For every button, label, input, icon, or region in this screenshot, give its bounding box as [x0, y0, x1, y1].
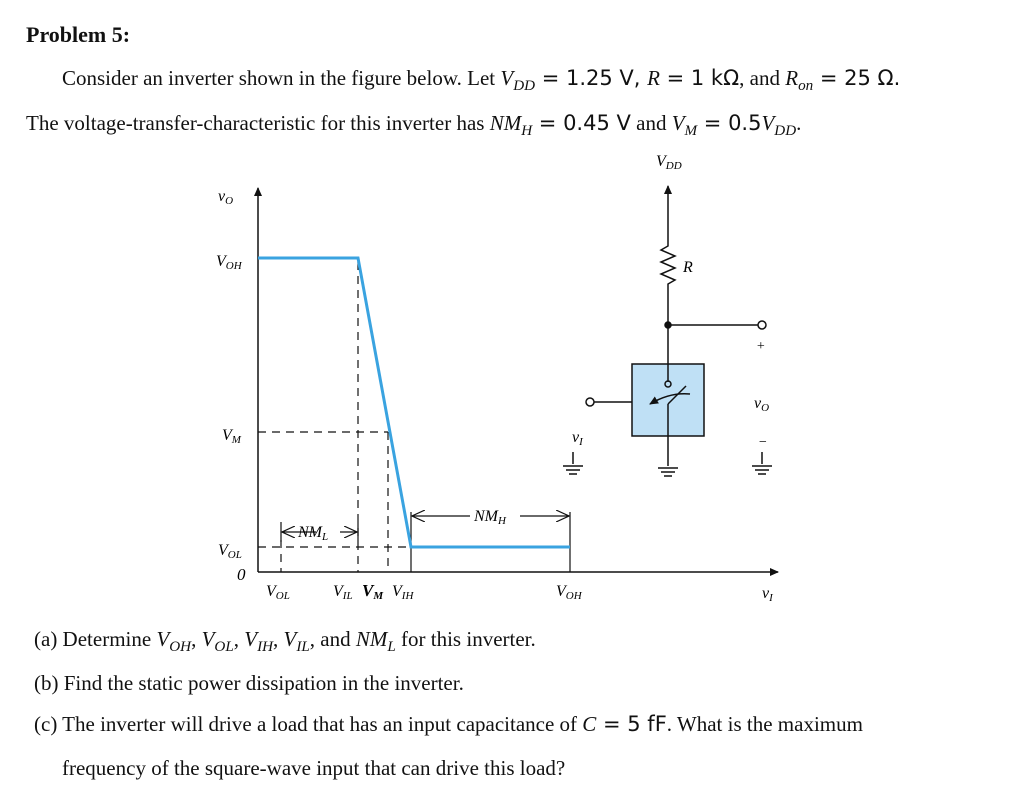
- x-label-voh: VOH: [556, 583, 582, 602]
- and-text-2: and: [630, 111, 672, 135]
- y-label-vm: VM: [222, 427, 241, 446]
- q-vih-symbol: V: [244, 627, 258, 651]
- vm-subscript: M: [684, 123, 698, 140]
- vm-value: = 0.5: [697, 111, 762, 135]
- y-axis-label: vO: [218, 188, 234, 207]
- vdd-subscript: DD: [513, 78, 536, 95]
- vdd-symbol: V: [500, 66, 514, 90]
- q-sep-2: ,: [233, 627, 245, 651]
- y-label-vol: VOL: [218, 542, 242, 561]
- question-a: [34, 627, 536, 656]
- r-value: = 1 kΩ: [659, 66, 740, 90]
- y-label-voh: VOH: [216, 253, 242, 272]
- x-label-vm: VM: [362, 581, 384, 602]
- intro-text: Consider an inverter shown in the figure below. Let: [62, 66, 501, 90]
- problem-title: Problem 5:: [26, 22, 131, 47]
- vm-vdd-symbol: V: [761, 111, 775, 135]
- x-label-vil: VIL: [333, 583, 353, 602]
- question-c: [34, 712, 863, 737]
- nmh-label: NMH: [474, 508, 506, 527]
- output-minus: −: [758, 435, 768, 450]
- q-sep-3: ,: [273, 627, 284, 651]
- x-label-vol: VOL: [266, 583, 290, 602]
- q-vol-subscript: OL: [214, 639, 234, 656]
- vm-symbol: V: [671, 111, 685, 135]
- and-text: , and: [739, 66, 786, 90]
- nmh-symbol: NM: [489, 111, 522, 135]
- output-label: vO: [754, 395, 770, 414]
- q-vol-symbol: V: [201, 627, 215, 651]
- r-symbol: R: [647, 66, 660, 90]
- ron-symbol: R: [785, 66, 799, 90]
- q-vih-subscript: IH: [257, 639, 274, 656]
- resistor-label: R: [683, 259, 693, 276]
- line2-end: .: [796, 111, 802, 135]
- question-c-prefix: (c) The inverter will drive a load that has an input capacitance of: [34, 712, 583, 736]
- q-and: , and: [309, 627, 356, 651]
- q-voh-subscript: OH: [169, 639, 192, 656]
- supply-label: VDD: [656, 153, 682, 172]
- x-axis-label: vI: [762, 585, 773, 604]
- question-a-prefix: (a) Determine: [34, 627, 157, 651]
- vtc-curve: [258, 258, 570, 547]
- nmh-subscript: H: [521, 123, 533, 140]
- q-c-value: = 5 fF: [596, 712, 667, 736]
- ron-subscript: on: [798, 78, 814, 95]
- inverter-circuit: [573, 186, 766, 466]
- input-terminal: [586, 398, 594, 406]
- x-label-vih: VIH: [392, 583, 414, 602]
- question-a-suffix: for this inverter.: [395, 627, 536, 651]
- line2-text: The voltage-transfer-characteristic for this inverter has: [26, 111, 490, 135]
- q-nml-subscript: L: [387, 639, 396, 656]
- q-c-symbol: C: [582, 712, 597, 736]
- question-c-suffix: . What is the maximum: [666, 712, 863, 736]
- question-b: (b) Find the static power dissipation in the inverter.: [34, 671, 464, 695]
- resistor: [661, 238, 675, 292]
- vdd-value: = 1.25 V,: [535, 66, 648, 90]
- q-voh-symbol: V: [156, 627, 170, 651]
- q-sep-1: ,: [191, 627, 202, 651]
- vtc-guides: [258, 262, 418, 572]
- y-label-zero: 0: [237, 565, 246, 584]
- node-dot: [665, 322, 671, 328]
- nml-label: NML: [298, 524, 329, 543]
- output-plus: +: [756, 339, 766, 354]
- q-vil-subscript: IL: [296, 639, 310, 656]
- q-vil-symbol: V: [283, 627, 297, 651]
- question-c-line-2: frequency of the square-wave input that can drive this load?: [62, 756, 566, 780]
- q-nml-symbol: NM: [355, 627, 388, 651]
- ron-value: = 25 Ω.: [813, 66, 901, 90]
- nmh-value: = 0.45 V: [532, 111, 631, 135]
- vm-vdd-subscript: DD: [774, 123, 797, 140]
- input-label: vI: [572, 429, 583, 448]
- output-terminal: [758, 321, 766, 329]
